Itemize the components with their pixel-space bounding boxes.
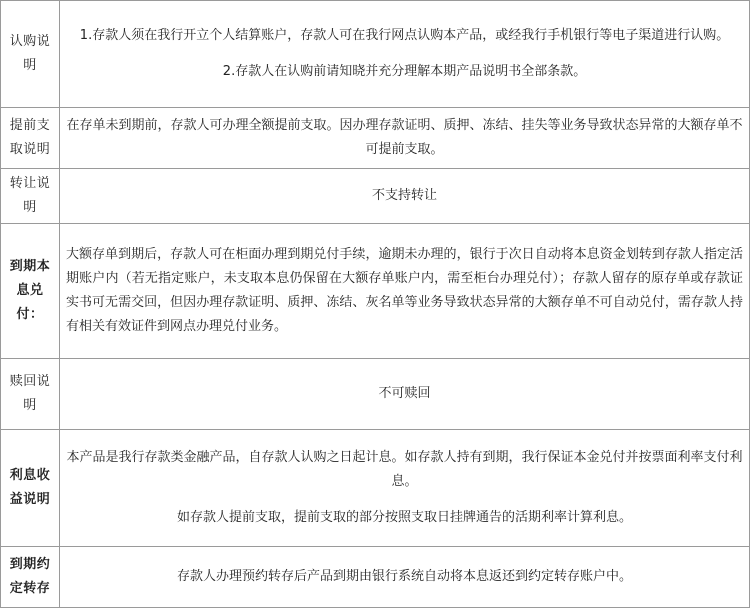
subscription-paragraph-2: 2.存款人在认购前请知晓并充分理解本期产品说明书全部条款。 (222, 64, 587, 79)
row-content-rollover (60, 547, 750, 608)
early-withdrawal-paragraph: 在存单未到期前，存款人可办理全额提前支取。因办理存款证明、质押、冻结、挂失等业务导致状态异常的大额存单不可提前支取。 (66, 118, 743, 157)
table-row-redemption (1, 359, 750, 430)
transfer-paragraph: 不支持转让 (371, 188, 437, 203)
rollover-paragraph: 存款人办理预约转存后产品到期由银行系统自动将本息返还到约定转存账户中。 (176, 569, 632, 584)
row-content-redemption (60, 359, 750, 430)
paragraph-gap (66, 494, 743, 506)
table-row-rollover (1, 547, 750, 608)
row-content-early-withdrawal (60, 108, 750, 169)
paragraph-gap (66, 48, 743, 60)
table-row-early-withdrawal (1, 108, 750, 169)
maturity-payment-paragraph: 大额存单到期后，存款人可在柜面办理到期兑付手续，逾期未办理的，银行于次日自动将本息资金划转到存款人指定活期账户内（若无指定账户，未支取本息仍保留在大额存单账户内，需至柜台办理兑付）；存款人留存的原存单或存款证实书可无需交回，但因办理存款证明、质押、冻结、灰名单等业务导致状态异常的大额存单不可自动兑付，需存款人持有相关有效证件到网点办理兑付业务。 (66, 247, 743, 334)
redemption-paragraph: 不可赎回 (378, 386, 431, 401)
row-label-redemption: 赎回说明 (1, 359, 60, 430)
row-label-subscription: 认购说明 (1, 1, 60, 108)
row-label-interest: 利息收益说明 (1, 430, 60, 547)
table-row-interest (1, 430, 750, 547)
row-content-transfer (60, 169, 750, 224)
row-content-subscription (60, 1, 750, 108)
table-row-maturity-payment (1, 224, 750, 359)
row-label-maturity-payment: 到期本息兑付： (1, 224, 60, 359)
table-row-subscription (1, 1, 750, 108)
row-content-maturity-payment (60, 224, 750, 359)
row-content-interest (60, 430, 750, 547)
row-label-transfer: 转让说明 (1, 169, 60, 224)
interest-paragraph-2: 如存款人提前支取，提前支取的部分按照支取日挂牌通告的活期利率计算利息。 (176, 510, 632, 525)
row-label-early-withdrawal: 提前支取说明 (1, 108, 60, 169)
subscription-paragraph-1: 1.存款人须在我行开立个人结算账户，存款人可在我行网点认购本产品，或经我行手机银行等电子渠道进行认购。 (79, 28, 730, 43)
row-label-rollover: 到期约定转存 (1, 547, 60, 608)
table-row-transfer (1, 169, 750, 224)
interest-paragraph-1: 本产品是我行存款类金融产品，自存款人认购之日起计息。如存款人持有到期，我行保证本金兑付并按票面利率支付利息。 (66, 450, 743, 489)
